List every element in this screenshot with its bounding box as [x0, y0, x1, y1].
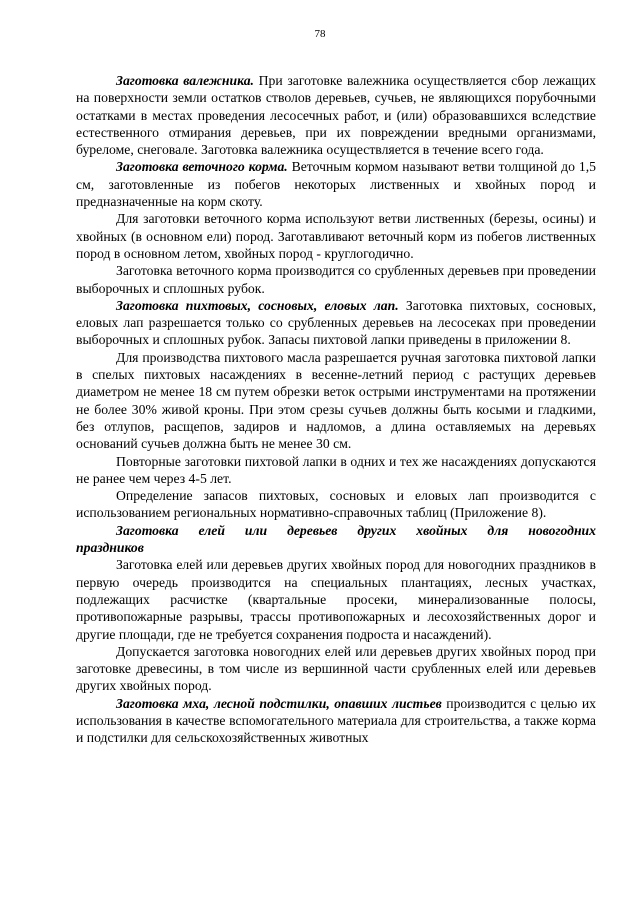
paragraph-moss-litter: [76, 695, 596, 747]
paragraph-text: Заготовка пихтовых, сосновых, еловых лап разрешается только со срубленных деревьев на лесосеках при проведении выборочных и сплошных рубок. Запасы пихтовой лапки приведены в приложении 8.: [76, 297, 596, 348]
page-body: [76, 72, 596, 747]
paragraph-conifer-branches: [76, 297, 596, 349]
section-heading: Заготовка пихтовых, сосновых, еловых лап.: [116, 297, 399, 313]
paragraph-stock-estimation: Определение запасов пихтовых, сосновых и еловых лап производится с использованием региональных нормативно-справочных таблиц (Приложение 8).: [76, 488, 596, 521]
section-heading: Заготовка мха, лесной подстилки, опавших листьев: [116, 695, 442, 711]
paragraph-twig-fodder-source: Заготовка веточного корма производится со срубленных деревьев при проведении выборочных и сплошных рубок.: [76, 263, 596, 296]
section-heading: Заготовка веточного корма.: [116, 159, 288, 175]
section-heading: Заготовка елей или деревьев других хвойных для новогодних праздников: [76, 522, 596, 556]
paragraph-twig-fodder: [76, 158, 596, 210]
paragraph-text: производится с целью их использования в качестве вспомогательного материала для строительства, а также корма и подстилки для сельскохозяйственных животных: [76, 695, 596, 746]
paragraph-new-year-trees: Заготовка елей или деревьев других хвойных пород для новогодних праздников в первую очередь производится на специальных плантациях, лесных участках, подлежащих расчистке (квартальные просеки, минерализованные полосы, противопожарные разрывы, трассы противопожарных и лесохозяйственных дорог и другие площади, где не требуется сохранения подроста и насаждений).: [76, 557, 596, 642]
paragraph-deadwood: [76, 72, 596, 158]
page-number: 78: [314, 28, 326, 40]
paragraph-repeat-harvest: Повторные заготовки пихтовой лапки в одних и тех же насаждениях допускаются не ранее чем через 4-5 лет.: [76, 453, 596, 486]
paragraph-new-year-trees-logging: Допускается заготовка новогодних елей или деревьев других хвойных пород при заготовке древесины, в том числе из вершинной части срубленных елей или деревьев других хвойных пород.: [76, 643, 596, 694]
paragraph-text: Веточным кормом называют ветви толщиной до 1,5 см, заготовленные из побегов некоторых лиственных и хвойных пород и предназначенные на корм скоту.: [76, 159, 596, 210]
paragraph-fir-oil: Для производства пихтового масла разрешается ручная заготовка пихтовой лапки в спелых пихтовых насаждениях в весенне-летний период с растущих деревьев диаметром не менее 18 см путем обрезки веток острыми инструментами на протяжении не более 30% живой кроны. При этом срезы сучьев должны быть косыми и гладкими, без отлупов, расщепов, задиров и надломов, а длина оставляемых на деревьях оснований сучьев должна быть не менее 30 см.: [76, 349, 596, 452]
paragraph-text: При заготовке валежника осуществляется сбор лежащих на поверхности земли остатков стволов деревьев, сучьев, не являющихся порубочными остатками в местах проведения лесосечных работ, и (или) образовавшихся вследствие естественного отмирания деревьев, при их повреждении вредными организмами, буреломе, снеговале. Заготовка валежника осуществляется в течение всего года.: [76, 73, 596, 158]
section-heading-new-year-trees: [76, 522, 596, 557]
paragraph-twig-fodder-species: Для заготовки веточного корма используют ветви лиственных (березы, осины) и хвойных (в основном ели) пород. Заготавливают веточный корм из побегов лиственных пород в основном летом, хвойных пород - круглогодично.: [76, 211, 596, 261]
section-heading: Заготовка валежника.: [116, 73, 254, 88]
